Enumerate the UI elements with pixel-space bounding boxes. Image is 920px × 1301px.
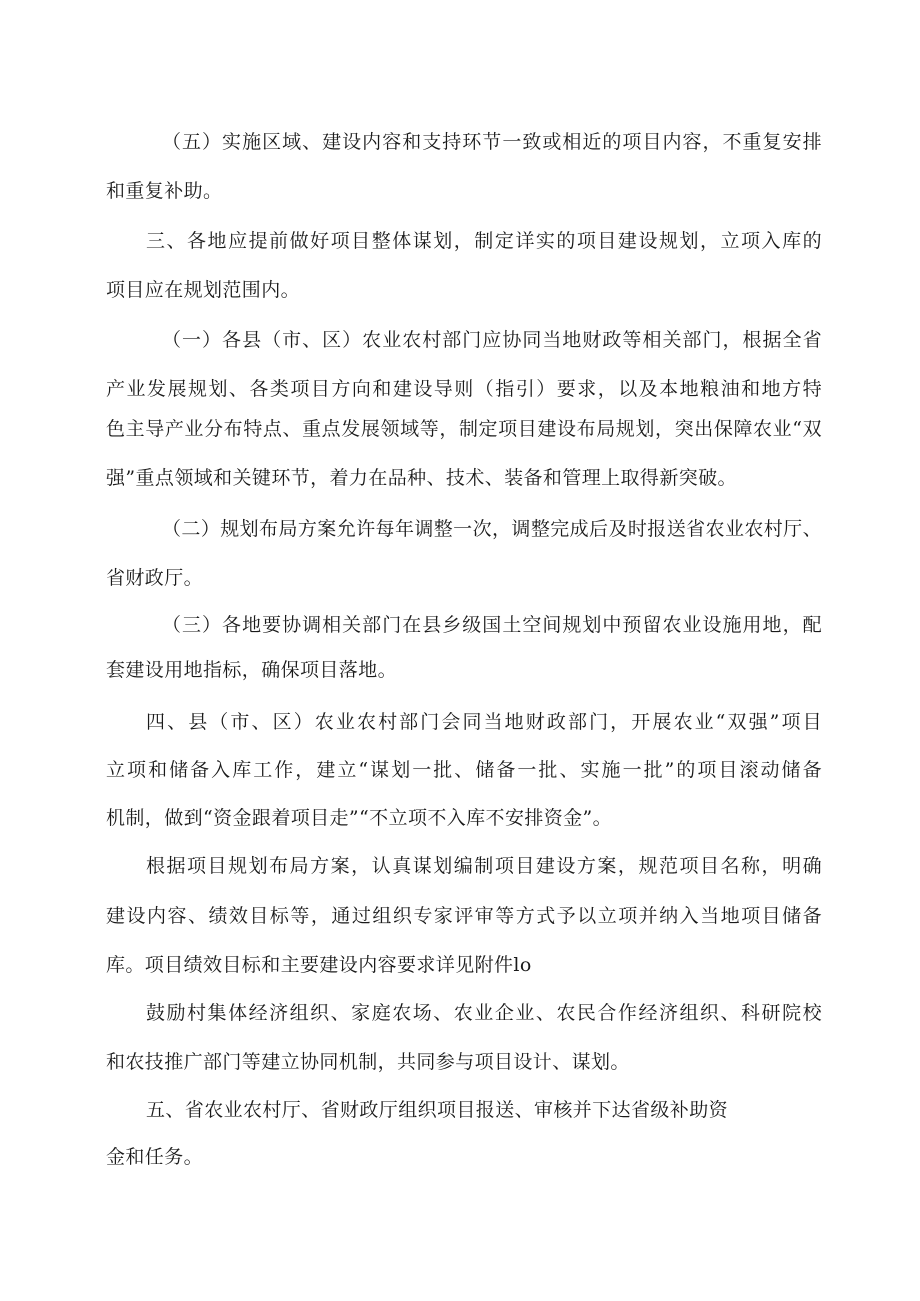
paragraph-line: 强”重点领域和关键环节，着力在品种、技术、装备和管理上取得新突破。 bbox=[106, 467, 737, 489]
paragraph-line: （一）各县（市、区）农业农村部门应协同当地财政等相关部门，根据全省 bbox=[162, 329, 822, 351]
paragraph-line: 和重复补助。 bbox=[106, 180, 223, 202]
paragraph-line: 立项和储备入库工作，建立“谋划一批、储备一批、实施一批”的项目滚动储备 bbox=[106, 759, 822, 781]
paragraph-line: 机制，做到“资金跟着项目走”“不立项不入库不安排资金”。 bbox=[106, 807, 613, 829]
paragraph-line: 五、省农业农村厅、省财政厅组织项目报送、审核并下达省级补助资 bbox=[146, 1099, 729, 1121]
paragraph-line: 四、县（市、区）农业农村部门会同当地财政部门，开展农业“双强”项目 bbox=[146, 711, 822, 733]
paragraph-line: 项目应在规划范围内。 bbox=[106, 279, 301, 301]
paragraph-line: 三、各地应提前做好项目整体谋划，制定详实的项目建设规划，立项入库的 bbox=[146, 230, 822, 252]
paragraph-line: 色主导产业分布特点、重点发展领域等，制定项目建设布局规划，突出保障农业“双 bbox=[106, 418, 822, 440]
paragraph-line: 根据项目规划布局方案，认真谋划编制项目建设方案，规范项目名称，明确 bbox=[146, 855, 822, 877]
paragraph-line: 省财政厅。 bbox=[106, 567, 204, 589]
paragraph-line: （二）规划布局方案允许每年调整一次，调整完成后及时报送省农业农村厅、 bbox=[162, 518, 822, 540]
paragraph-line: 建设内容、绩效目标等，通过组织专家评审等方式予以立项并纳入当地项目储备 bbox=[106, 905, 822, 927]
paragraph-line: 产业发展规划、各类项目方向和建设导则（指引）要求，以及本地粮油和地方特 bbox=[106, 378, 822, 400]
paragraph-line: 套建设用地指标，确保项目落地。 bbox=[106, 659, 398, 681]
paragraph-line: 鼓励村集体经济组织、家庭农场、农业企业、农民合作经济组织、科研院校 bbox=[146, 1002, 822, 1024]
paragraph-line: （五）实施区域、建设内容和支持环节一致或相近的项目内容，不重复安排 bbox=[162, 131, 822, 153]
paragraph-line: 库。项目绩效目标和主要建设内容要求详见附件lo bbox=[106, 954, 532, 976]
paragraph-line: 金和任务。 bbox=[106, 1146, 204, 1168]
paragraph-line: （三）各地要协调相关部门在县乡级国土空间规划中预留农业设施用地，配 bbox=[162, 614, 822, 636]
paragraph-line: 和农技推广部门等建立协同机制，共同参与项目设计、谋划。 bbox=[106, 1051, 630, 1073]
